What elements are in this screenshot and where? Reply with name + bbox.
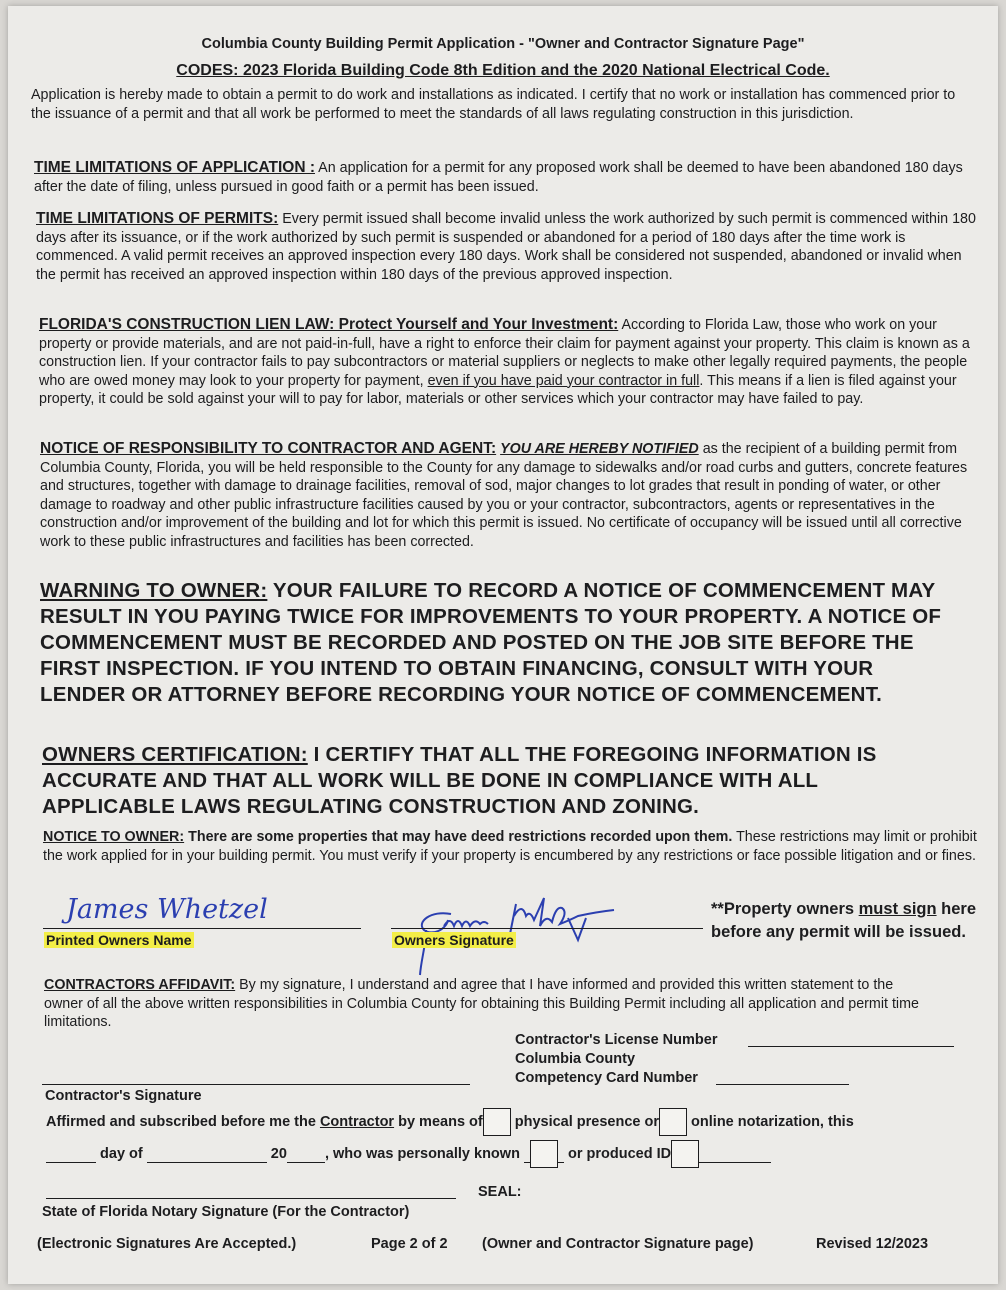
time-limit-permits-body: Every permit issued shall become invalid unless the work authorized by such permit is commenced within 180 days after its issuance, or if the work authorized by such permit is suspended or abandoned for a period of 180 days after the time work is commenced. A valid permit receives an approved inspection every 180 days. Work shall be considered not suspended, abandoned or invalid when the permit has received an approved inspection within 180 days of the previous approved inspection. — [36, 211, 976, 283]
hereby-notified: YOU ARE HEREBY NOTIFIED — [500, 441, 699, 457]
affidavit-heading: CONTRACTORS AFFIDAVIT: — [44, 977, 236, 993]
day-blank[interactable] — [46, 1146, 96, 1163]
seal-label: SEAL: — [478, 1184, 522, 1200]
note-must-sign: must sign — [858, 900, 937, 918]
note-part-1: **Property owners — [711, 900, 855, 918]
time-limit-application-section — [34, 159, 974, 196]
owners-certification — [42, 742, 942, 820]
affirmed-pre: Affirmed and subscribed before me the — [46, 1113, 316, 1130]
affirmed-means: by means of — [398, 1113, 483, 1130]
physical-presence-checkbox[interactable] — [483, 1108, 511, 1136]
lien-law-underlined: even if you have paid your contractor in full — [427, 372, 700, 389]
time-limit-permits-section — [36, 210, 976, 284]
printed-owner-name-value[interactable]: James Whetzel — [66, 894, 268, 925]
owner-signature-label-wrap — [392, 932, 516, 950]
competency-card-label: Competency Card Number — [515, 1070, 698, 1086]
warning-to-owner — [40, 578, 950, 708]
owner-signature-line — [391, 928, 703, 929]
day-of-label: day of — [100, 1145, 143, 1162]
note-part-2: here before any permit will be issued. — [711, 900, 977, 941]
online-notarization-label: online notarization, this — [691, 1113, 854, 1130]
lien-law-heading: FLORIDA'S CONSTRUCTION LIEN LAW: Protect Yourself and Your Investment: — [39, 316, 619, 333]
lien-law-section — [39, 316, 979, 409]
produced-id-checkbox[interactable] — [671, 1140, 699, 1168]
personally-known-checkbox[interactable] — [530, 1140, 558, 1168]
responsibility-body: as the recipient of a building permit from Columbia County, Florida, you will be held responsible to the County for any damage to sidewalks and/or road curbs and gutters, concrete features and structures, together with damage to drainage facilities, removal of sod, major changes to lot grades that result in ponding of water, or other damage to roadway and other public infrastructure facilities caused by you or your contractor, subcontractors, agents or representatives in the construction and/or improvement of the building and lot for which this permit is issued. No certificate of occupancy will be issued until all corrective work to these public infrastructures and facilities has been corrected. — [40, 441, 968, 550]
page-title: Columbia County Building Permit Application - "Owner and Contractor Signature Page" — [201, 36, 805, 52]
time-limit-permits-heading: TIME LIMITATIONS OF PERMITS: — [36, 210, 279, 227]
notary-affirmed-line — [46, 1108, 991, 1136]
revision-date: Revised 12/2023 — [816, 1236, 929, 1252]
time-limit-application-body: An application for a permit for any proposed work shall be deemed to have been abandoned 180 days after the date of filing, unless pursued in good faith or a permit has been issued. — [34, 160, 963, 195]
printed-name-label-wrap — [44, 932, 194, 950]
responsibility-heading: NOTICE OF RESPONSIBILITY TO CONTRACTOR AND AGENT: — [40, 440, 497, 457]
month-blank[interactable] — [147, 1146, 267, 1163]
affirmed-contractor: Contractor — [319, 1113, 395, 1130]
lien-law-body-2: . This means if a lien is filed against your property, it could be sold against your will to pay for labor, materials or other services which your contractor may have failed to pay. — [39, 372, 957, 407]
notary-signature-label: State of Florida Notary Signature (For the Contractor) — [42, 1204, 410, 1220]
codes-line: CODES: 2023 Florida Building Code 8th Edition and the 2020 National Electrical Code. — [176, 62, 830, 79]
responsibility-section — [40, 440, 975, 551]
warning-heading: WARNING TO OWNER: — [40, 579, 268, 602]
lien-law-body-1: According to Florida Law, those who work on your property or provide materials, and are not paid-in-full, have a right to enforce their claim for payment against your property. This claim is known as a construction lien. If your contractor fails to pay subcontractors or material suppliers or neglects to make other legally required payments, the people who are owed money may look to your property for payment, — [39, 317, 970, 389]
county-label: Columbia County — [515, 1051, 636, 1067]
year-blank[interactable] — [287, 1146, 325, 1163]
competency-card-line[interactable] — [716, 1084, 849, 1085]
certification-heading: OWNERS CERTIFICATION: — [42, 743, 308, 766]
contractor-signature-label: Contractor's Signature — [45, 1088, 202, 1104]
certification-body: I CERTIFY THAT ALL THE FOREGOING INFORMATION IS ACCURATE AND THAT ALL WORK WILL BE DONE IN COMPLIANCE WITH ALL APPLICABLE LAWS REGULATING CONSTRUCTION AND ZONING. — [42, 743, 877, 818]
owner-must-sign-note — [711, 898, 986, 944]
electronic-signatures-note: (Electronic Signatures Are Accepted.) — [37, 1236, 297, 1252]
contractor-signature-line[interactable] — [42, 1084, 470, 1085]
year-prefix: 20 — [270, 1145, 287, 1162]
warning-body: YOUR FAILURE TO RECORD A NOTICE OF COMMENCEMENT MAY RESULT IN YOU PAYING TWICE FOR IMPROVEMENTS TO YOUR PROPERTY. A NOTICE OF COMMENCEMENT MUST BE RECORDED AND POSTED ON THE JOB SITE BEFORE THE FIRST INSPECTION. IF YOU INTEND TO OBTAIN FINANCING, CONSULT WITH YOUR LENDER OR ATTORNEY BEFORE RECORDING YOUR NOTICE OF COMMENCEMENT. — [40, 579, 942, 706]
contractor-affidavit — [44, 976, 924, 1032]
printed-name-line — [43, 928, 361, 929]
license-number-label: Contractor's License Number — [515, 1032, 718, 1048]
owner-signature-label: Owners Signature — [394, 932, 514, 948]
page-number: Page 2 of 2 — [371, 1236, 448, 1252]
time-limit-application-heading: TIME LIMITATIONS OF APPLICATION : — [34, 159, 315, 176]
personally-known-label: , who was personally known — [324, 1145, 520, 1162]
online-notarization-checkbox[interactable] — [659, 1108, 687, 1136]
notice-to-owner-heading: NOTICE TO OWNER: — [43, 829, 185, 845]
notice-to-owner-bold: There are some properties that may have deed restrictions recorded upon them. — [188, 829, 733, 845]
intro-paragraph: Application is hereby made to obtain a permit to do work and installations as indicated. I certify that no work or installation has commenced prior to the issuance of a permit and that all work be performed to meet the standards of all laws regulating construction in this jurisdiction. — [31, 87, 956, 122]
document-page — [8, 6, 998, 1284]
affidavit-body: By my signature, I understand and agree that I have informed and provided this written statement to the owner of all the above written responsibilities in Columbia County for obtaining this Building Permit including all application and permit time limitations. — [44, 977, 919, 1030]
notary-day-line — [46, 1140, 991, 1168]
license-number-line[interactable] — [748, 1046, 954, 1047]
printed-name-label: Printed Owners Name — [46, 932, 192, 948]
notary-signature-line[interactable] — [46, 1198, 456, 1199]
produced-id-label: or produced ID — [568, 1145, 672, 1162]
notice-to-owner-section — [43, 828, 983, 865]
physical-presence-label: physical presence or — [514, 1113, 660, 1130]
id-type-blank[interactable] — [699, 1146, 771, 1163]
page-name: (Owner and Contractor Signature page) — [482, 1236, 754, 1252]
notice-to-owner-body: These restrictions may limit or prohibit the work applied for in your building permit. You must verify if your property is encumbered by any restrictions or face possible litigation and or fines. — [43, 829, 977, 864]
